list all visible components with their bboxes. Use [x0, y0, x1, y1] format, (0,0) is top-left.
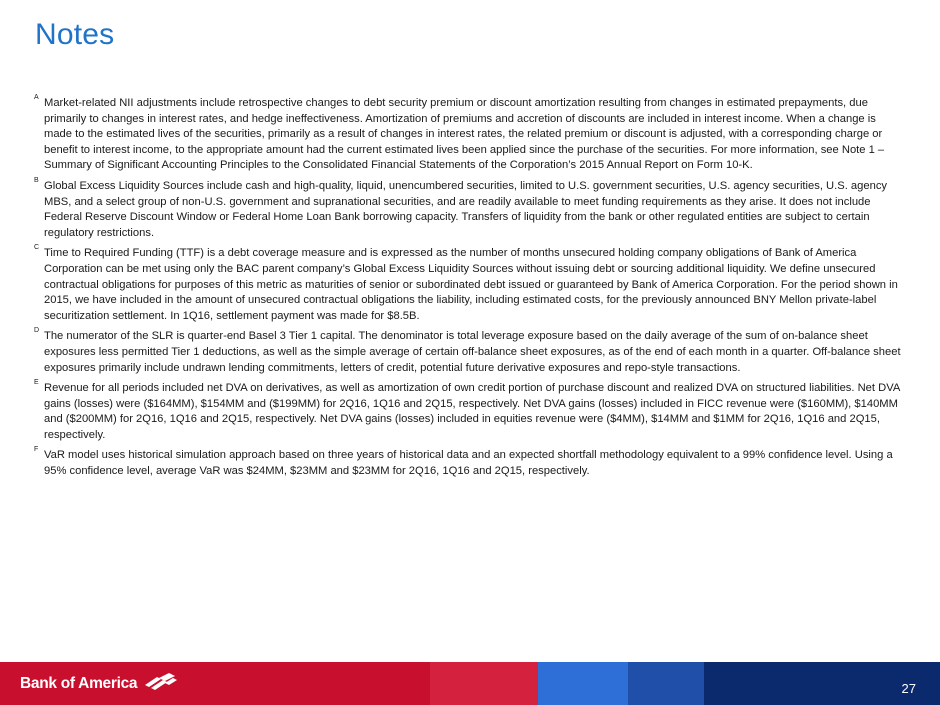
notes-list: [34, 96, 904, 485]
note-c: [34, 246, 904, 324]
page-title: Notes: [35, 18, 115, 51]
note-text: Global Excess Liquidity Sources include cash and high-quality, liquid, unencumbered securities, limited to U.S. government securities, U.S. agency securities, U.S. agency MBS, and a select group of non-U.S. government and supranational securities, and are readily available to meet funding requirements as they arise. It does not include Federal Reserve Discount Window or Federal Home Loan Bank borrowing capacity. Transfers of liquidity from the bank or other regulated entities are subject to certain regulatory restrictions.: [44, 179, 888, 239]
note-b: [34, 176, 904, 241]
note-text: Revenue for all periods included net DVA on derivatives, as well as amortization of own credit portion of purchase discount and realized DVA on structured liabilities. Net DVA gains (losses) were ($164MM), $154MM and ($199MM) for 2Q16, 1Q16 and 2Q15, respectively. Net DVA gains (losses) included in FICC revenue were ($160MM), $140MM and ($200MM) for 2Q16, 1Q16 and 2Q15, respectively. Net DVA gains (losses) included in equities revenue were ($4MM), $14MM and $1MM for 2Q16, 1Q16 and 2Q15, respectively.: [44, 382, 900, 441]
flag-icon: [143, 673, 177, 696]
footer-band-red-mid: [430, 662, 538, 705]
note-a: [34, 96, 904, 174]
note-marker: D: [34, 327, 40, 335]
bank-of-america-logo: [20, 671, 177, 697]
note-marker: E: [34, 379, 39, 387]
note-marker: F: [34, 446, 39, 454]
note-text: VaR model uses historical simulation approach based on three years of historical data and an expected shortfall methodology equivalent to a 99% confidence level. Using a 95% confidence level, average VaR was $24MM, $23MM and $23MM for 2Q16, 1Q16 and 2Q15, respectively.: [44, 449, 893, 478]
footer-band-blue-light: [538, 662, 628, 705]
footer-band-blue-mid: [628, 662, 704, 705]
page-number: 27: [901, 681, 916, 696]
note-d: [34, 329, 904, 376]
note-text: Market-related NII adjustments include retrospective changes to debt security premium or discount amortization resulting from changes in estimated prepayments, due primarily to changes in interest rates, and hedge ineffectiveness. Amortization of premiums and accretion of discounts are included in interest income. When a change is made to the estimated lives of the securities, primarily as a result of changes in interest rates, the related premium or discount is adjusted, with a corresponding charge or benefit to interest income, to the appropriate amount had the current estimated lives been applied since the purchase of the securities. For more information, see Note 1 – Summary of Significant Accounting Principles to the Consolidated Financial Statements of the Corporation’s 2015 Annual Report on Form 10-K.: [44, 97, 885, 172]
note-text: The numerator of the SLR is quarter-end Basel 3 Tier 1 capital. The denominator is total leverage exposure based on the daily average of the sum of on-balance sheet exposures less permitted Tier 1 deductions, as well as the simple average of certain off-balance sheet exposures, as of the end of each month in a quarter. Off-balance sheet exposures primarily include undrawn lending commitments, letters of credit, potential future derivative exposures and repo-style transactions.: [44, 330, 901, 374]
note-f: [34, 448, 904, 479]
logo-text: Bank of America: [20, 675, 138, 692]
note-marker: C: [34, 244, 40, 252]
note-text: Time to Required Funding (TTF) is a debt coverage measure and is expressed as the number of months unsecured holding company obligations of Bank of America Corporation can be met using only the BAC parent company’s Global Excess Liquidity Sources without issuing debt or sourcing additional liquidity. We define unsecured contractual obligations for purposes of this metric as maturities of senior or subordinated debt issued or guaranteed by Bank of America Corporation. For the period shown in 2015, we have included in the amount of unsecured contractual obligations the liability, including estimated costs, for the previously announced BNY Mellon private-label securitization settlement. In 1Q16, settlement payment was made for $8.5B.: [44, 247, 898, 322]
note-marker: B: [34, 176, 39, 184]
note-e: [34, 381, 904, 443]
note-marker: A: [34, 94, 39, 101]
